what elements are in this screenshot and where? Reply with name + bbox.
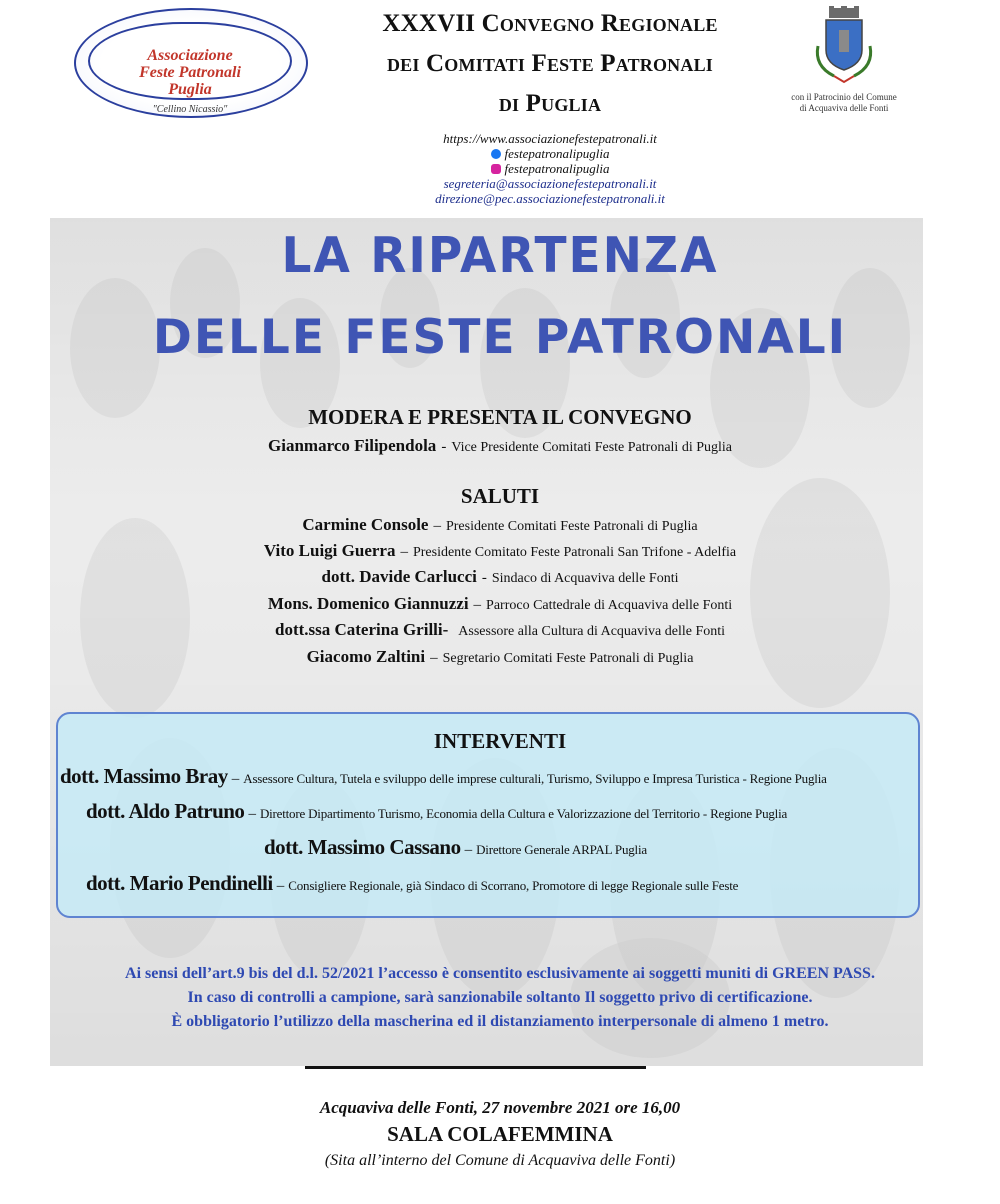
email-link[interactable]: segreteria@associazionefestepatronali.it — [443, 176, 657, 191]
intervention-speaker-name: dott. Massimo Cassano — [264, 835, 461, 859]
instagram-handle: festepatronalipuglia — [504, 161, 610, 176]
speaker-role: Segretario Comitati Feste Patronali di Puglia — [442, 651, 694, 666]
intervention-row — [60, 764, 827, 789]
green-pass-notice — [0, 962, 1000, 1034]
logo-line-2: Feste Patronali — [139, 64, 241, 81]
speaker-role: Parroco Cattedrale di Acquaviva delle Fonti — [486, 598, 733, 613]
saluti-row — [0, 515, 1000, 535]
patronage-note — [776, 92, 912, 114]
moderator-name: Gianmarco Filipendola — [268, 436, 437, 455]
speaker-name: Mons. Domenico Giannuzzi — [267, 594, 469, 613]
website-link[interactable]: https://www.associazionefestepatronali.it — [443, 131, 657, 146]
speaker-name: Giacomo Zaltini — [306, 647, 426, 666]
patronage-line-2: di Acquaviva delle Fonti — [799, 103, 889, 113]
saluti-title: SALUTI — [460, 484, 540, 508]
moderator-role: Vice Presidente Comitati Feste Patronali di Puglia — [451, 440, 732, 455]
conference-title — [320, 4, 780, 124]
intervention-speaker-name: dott. Aldo Patruno — [86, 799, 245, 823]
speaker-role: Assessore alla Cultura di Acquaviva delle Fonti — [458, 624, 726, 639]
pec-link[interactable]: direzione@pec.associazionefestepatronali.it — [435, 191, 665, 206]
intervention-separator: – — [276, 878, 285, 894]
intervention-row — [86, 871, 738, 896]
title-line-1: XXXVII Convegno Regionale — [382, 10, 718, 37]
intervention-row — [264, 835, 647, 860]
interventi-title: INTERVENTI — [433, 729, 567, 753]
patronage-line-1: con il Patrocinio del Comune — [791, 92, 897, 102]
saluti-row — [0, 647, 1000, 667]
intervention-speaker-name: dott. Massimo Bray — [60, 764, 228, 788]
intervention-speaker-name: dott. Mario Pendinelli — [86, 871, 273, 895]
speaker-separator: – — [433, 518, 441, 534]
headline-line-2: DELLE FESTE PATRONALI — [152, 310, 848, 365]
speaker-name: Carmine Console — [302, 515, 429, 534]
speaker-role: Presidente Comitati Feste Patronali di Puglia — [445, 519, 698, 534]
intervention-separator: – — [231, 771, 240, 787]
moderator-separator: - — [441, 439, 447, 455]
instagram-contact[interactable] — [380, 161, 720, 176]
logo-subtitle: "Cellino Nicassio" — [152, 104, 228, 115]
speaker-name: Vito Luigi Guerra — [263, 541, 396, 560]
speaker-role: Sindaco di Acquaviva delle Fonti — [491, 571, 679, 586]
title-line-3: di Puglia — [498, 90, 602, 117]
facebook-handle: festepatronalipuglia — [504, 146, 610, 161]
association-logo — [74, 8, 306, 116]
speaker-name: dott. Davide Carlucci — [321, 567, 477, 586]
intervention-separator: – — [464, 842, 473, 858]
saluti-row — [0, 567, 1000, 587]
facebook-contact[interactable] — [380, 146, 720, 161]
speaker-role: Presidente Comitato Feste Patronali San Trifone - Adelfia — [412, 545, 737, 560]
facebook-icon — [491, 149, 501, 159]
intervention-row — [86, 799, 787, 824]
speaker-separator: – — [400, 544, 408, 560]
speaker-separator: - — [481, 570, 487, 586]
instagram-icon — [491, 164, 501, 174]
divider-rule — [305, 1066, 646, 1069]
saluti-row — [0, 594, 1000, 614]
logo-line-1: Associazione — [147, 47, 233, 64]
title-line-2: dei Comitati Feste Patronali — [386, 50, 713, 77]
notice-line-3: È obbligatorio l’utilizzo della mascherina ed il distanziamento interpersonale di almeno 1 metro. — [171, 1013, 829, 1030]
speaker-separator: – — [473, 597, 482, 613]
speaker-separator: – — [430, 650, 438, 666]
contacts-block — [380, 131, 720, 206]
event-venue-note: (Sita all’interno del Comune di Acquaviva delle Fonti) — [324, 1152, 676, 1169]
intervention-speaker-role: Consigliere Regionale, già Sindaco di Scorrano, Promotore di legge Regionale sulle Feste — [288, 878, 739, 893]
saluti-row — [0, 541, 1000, 561]
logo-line-3: Puglia — [168, 81, 212, 98]
moderator-section-title: MODERA E PRESENTA IL CONVEGNO — [308, 405, 692, 429]
moderator-row — [0, 436, 1000, 456]
notice-line-2: In caso di controlli a campione, sarà sanzionabile soltanto Il soggetto privo di certificazione. — [187, 989, 813, 1006]
intervention-speaker-role: Direttore Generale ARPAL Puglia — [476, 842, 647, 857]
notice-line-1: Ai sensi dell’art.9 bis del d.l. 52/2021 l’accesso è consentito esclusivamente ai soggetti muniti di GREEN PASS. — [125, 965, 875, 982]
event-date-place: Acquaviva delle Fonti, 27 novembre 2021 ore 16,00 — [319, 1098, 681, 1117]
intervention-speaker-role: Assessore Cultura, Tutela e sviluppo delle imprese culturali, Turismo, Sviluppo e Impresa Turistica - Regione Puglia — [243, 771, 827, 786]
intervention-speaker-role: Direttore Dipartimento Turismo, Economia della Cultura e Valorizzazione del Territorio - Regione Puglia — [259, 806, 788, 821]
municipal-crest-icon — [812, 6, 876, 86]
headline-line-1: LA RIPARTENZA — [281, 226, 719, 285]
intervention-separator: – — [248, 806, 256, 822]
saluti-row — [0, 620, 1000, 640]
event-venue: SALA COLAFEMMINA — [387, 1122, 613, 1146]
speaker-name: dott.ssa Caterina Grilli- — [274, 620, 449, 639]
